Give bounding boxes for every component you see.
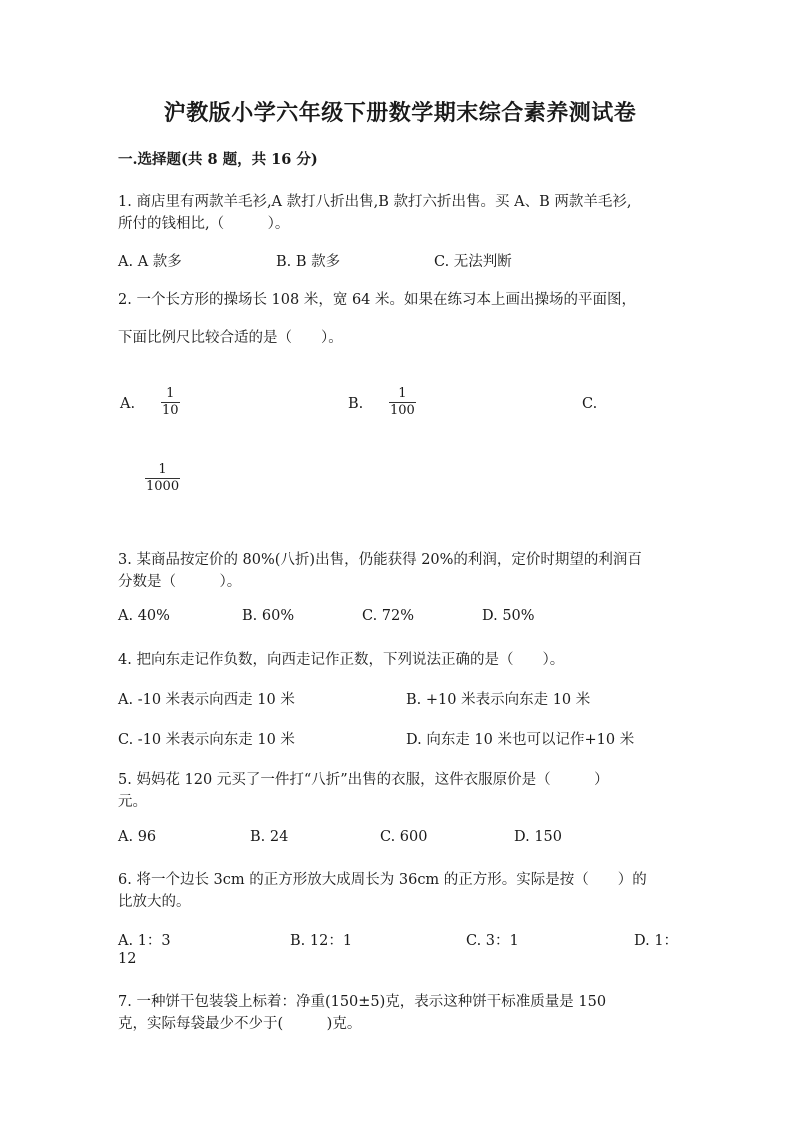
question-6-line-1: 6. 将一个边长 3cm 的正方形放大成周长为 36cm 的正方形。实际是按（ ）的 <box>118 872 647 888</box>
fraction-denominator: 1000 <box>146 478 180 494</box>
question-1-option-b: B. B 款多 <box>276 254 341 270</box>
page-title: 沪教版小学六年级下册数学期末综合素养测试卷 <box>163 100 637 126</box>
question-6-option-d-continued: 12 <box>118 951 137 967</box>
question-4-line-1: 4. 把向东走记作负数，向西走记作正数，下列说法正确的是（ ）。 <box>118 652 565 668</box>
question-2-option-b-label: B. <box>348 396 364 412</box>
question-6-option-c: C. 3：1 <box>466 933 519 949</box>
fraction-denominator: 10 <box>162 402 179 418</box>
question-2-option-c-label: C. <box>582 396 598 412</box>
fraction-numerator: 1 <box>398 386 407 401</box>
question-1-line-1: 1. 商店里有两款羊毛衫,A 款打八折出售,B 款打六折出售。买 A、B 两款羊毛衫, <box>118 194 632 210</box>
question-6-option-b: B. 12：1 <box>290 933 353 949</box>
section-heading: 一.选择题(共 8 题，共 16 分) <box>118 151 318 168</box>
question-5-option-d: D. 150 <box>514 829 563 845</box>
question-5-option-b: B. 24 <box>250 829 289 845</box>
question-3-line-2: 分数是（ ）。 <box>118 574 242 590</box>
question-1-option-a: A. A 款多 <box>118 254 182 270</box>
question-6-option-d: D. 1： <box>634 933 679 949</box>
question-2-line-1: 2. 一个长方形的操场长 108 米，宽 64 米。如果在练习本上画出操场的平面图， <box>118 292 637 308</box>
question-2-option-a-fraction <box>161 387 180 417</box>
question-5-option-c: C. 600 <box>380 829 428 845</box>
question-4-option-c: C. -10 米表示向东走 10 米 <box>118 732 295 748</box>
question-3-option-b: B. 60% <box>242 608 295 624</box>
question-6-option-a: A. 1：3 <box>118 933 171 949</box>
question-5-option-a: A. 96 <box>118 829 157 845</box>
question-4-option-d: D. 向东走 10 米也可以记作+10 米 <box>406 732 635 748</box>
question-5-line-2: 元。 <box>118 794 147 810</box>
question-1-line-2: 所付的钱相比,（ ）。 <box>118 216 290 232</box>
question-5-line-1: 5. 妈妈花 120 元买了一件打“八折”出售的衣服，这件衣服原价是（ ） <box>118 772 609 788</box>
fraction-numerator: 1 <box>158 462 167 477</box>
fraction-denominator: 100 <box>390 402 415 418</box>
question-3-option-c: C. 72% <box>362 608 415 624</box>
question-7-line-2: 克，实际每袋最少不少于( )克。 <box>118 1016 362 1032</box>
question-2-line-2: 下面比例尺比较合适的是（ ）。 <box>118 330 343 346</box>
question-2-option-b-fraction <box>389 387 416 417</box>
question-6-line-2: 比放大的。 <box>118 894 191 910</box>
question-3-option-d: D. 50% <box>482 608 535 624</box>
question-3-line-1: 3. 某商品按定价的 80%(八折)出售，仍能获得 20%的利润，定价时期望的利润百 <box>118 552 642 568</box>
question-2-option-c-fraction <box>145 463 180 493</box>
question-7-line-1: 7. 一种饼干包装袋上标着：净重(150±5)克，表示这种饼干标准质量是 150 <box>118 994 607 1010</box>
question-1-option-c: C. 无法判断 <box>434 254 512 270</box>
question-4-option-b: B. +10 米表示向东走 10 米 <box>406 692 591 708</box>
question-3-option-a: A. 40% <box>118 608 170 624</box>
fraction-numerator: 1 <box>166 386 175 401</box>
question-4-option-a: A. -10 米表示向西走 10 米 <box>118 692 295 708</box>
question-2-option-a-label: A. <box>120 396 136 412</box>
